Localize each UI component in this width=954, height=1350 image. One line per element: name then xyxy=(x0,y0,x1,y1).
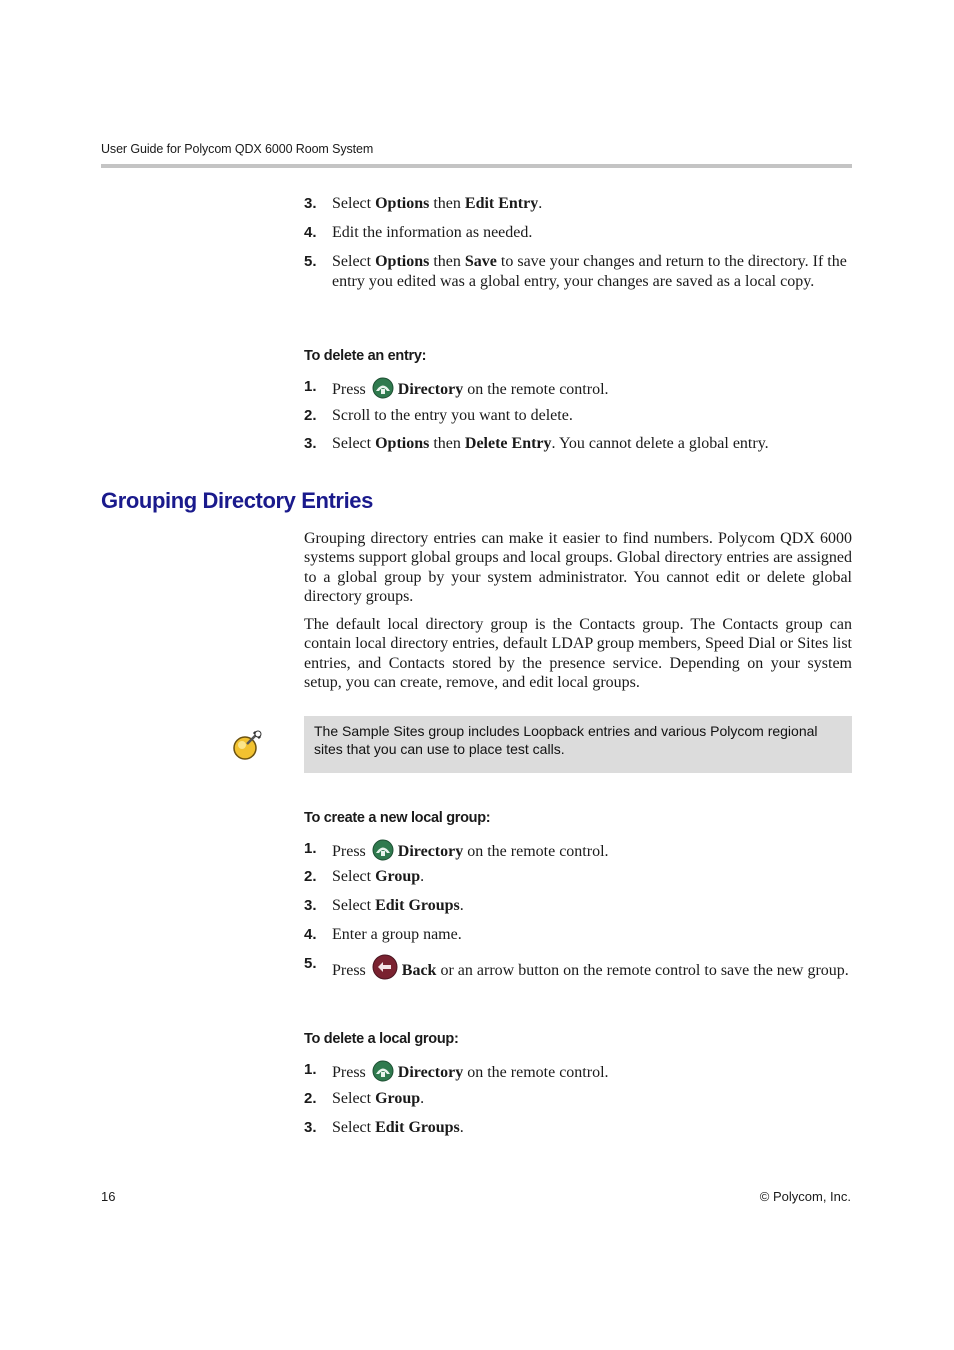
list-item: 3. Select Options then Delete Entry. You cannot delete a global entry. xyxy=(304,435,769,452)
list-item: 2. Select Group. xyxy=(304,868,425,885)
note-text: The Sample Sites group includes Loopback entries and various Polycom regional sites that you can use to place test calls. xyxy=(314,723,818,757)
directory-icon xyxy=(372,839,394,867)
note-box xyxy=(304,716,852,773)
list-item: 5. Press Back or an arrow button on the remote control to save the new group. xyxy=(304,954,852,986)
procedure-heading: To create a new local group: xyxy=(304,810,491,826)
list-item: 4. Edit the information as needed. xyxy=(304,224,533,241)
list-item: 5. Select Options then Save to save your changes and return to the directory. If the entry you edited was a global entry, your changes are saved as a local copy. xyxy=(304,253,847,290)
note-pin-icon xyxy=(230,728,264,762)
back-icon xyxy=(372,954,398,986)
copyright: © Polycom, Inc. xyxy=(759,1189,851,1204)
procedure-heading: To delete an entry: xyxy=(304,348,427,364)
list-item: 3. Select Edit Groups. xyxy=(304,1119,464,1136)
list-item: 3. Select Options then Edit Entry. xyxy=(304,195,543,212)
running-header: User Guide for Polycom QDX 6000 Room System xyxy=(101,142,374,156)
page-number: 16 xyxy=(101,1189,116,1204)
list-item: 1. Press Directory on the remote control. xyxy=(304,1060,852,1088)
procedure-heading: To delete a local group: xyxy=(304,1031,459,1047)
list-item: 1. Press Directory on the remote control. xyxy=(304,839,852,867)
list-item: 3. Select Edit Groups. xyxy=(304,897,464,914)
paragraph: The default local directory group is the Contacts group. The Contacts group can contain local directory entries, default LDAP group members, Speed Dial or Sites list entries, and Contacts stored by the presence service. Depending on your system setup, you can create, remove, and edit local groups. xyxy=(304,616,852,691)
header-rule xyxy=(101,164,852,168)
directory-icon xyxy=(372,1060,394,1088)
list-item: 2. Select Group. xyxy=(304,1090,425,1107)
section-title: Grouping Directory Entries xyxy=(101,488,373,513)
list-item: 1. Press Directory on the remote control. xyxy=(304,377,852,405)
list-item: 4. Enter a group name. xyxy=(304,926,462,943)
directory-icon xyxy=(372,377,394,405)
paragraph: Grouping directory entries can make it easier to find numbers. Polycom QDX 6000 systems support global groups and local groups. Global directory entries are assigned to a global group by your system administrator. You cannot edit or delete global directory groups. xyxy=(304,530,852,605)
list-item: 2. Scroll to the entry you want to delete. xyxy=(304,407,573,424)
